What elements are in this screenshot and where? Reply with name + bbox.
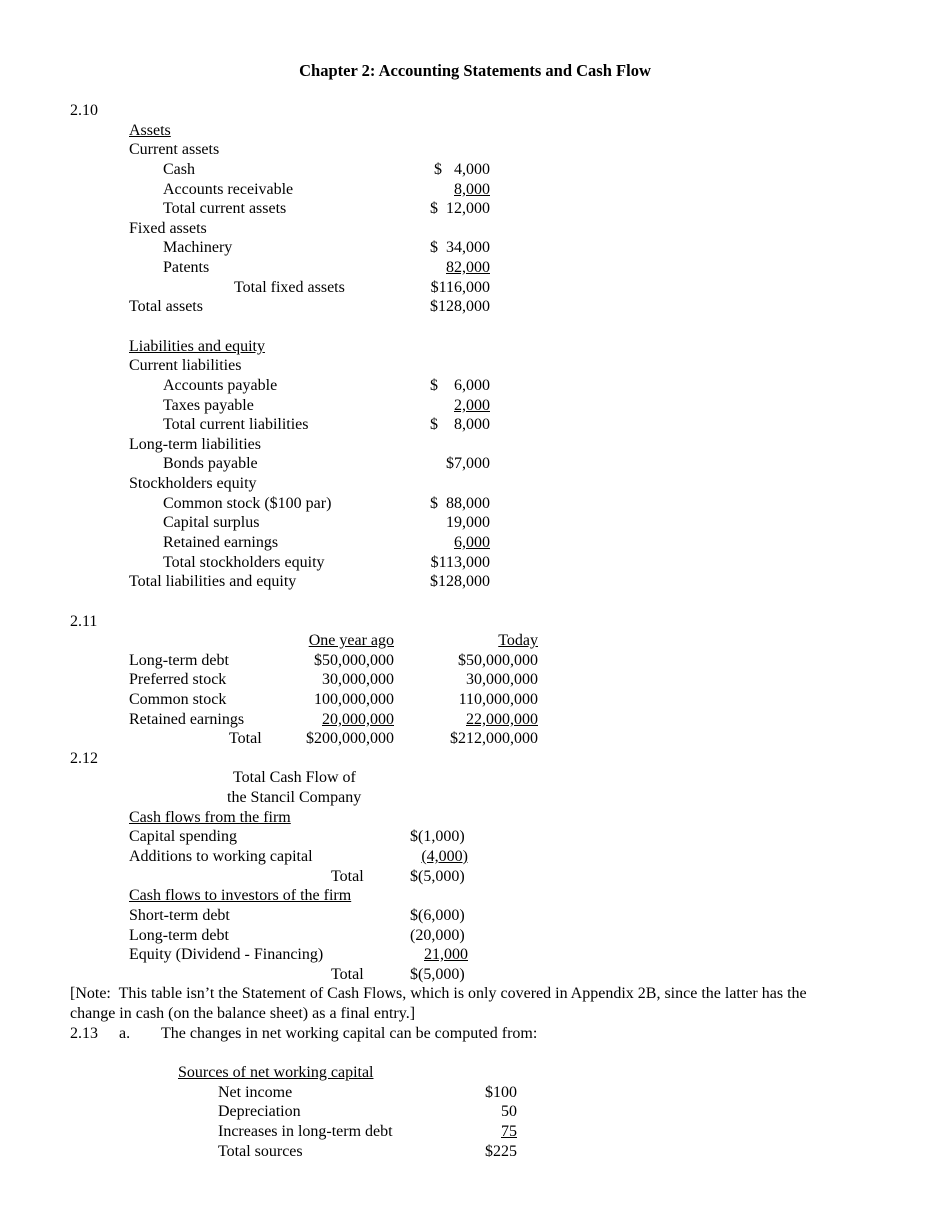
total-fixed-label: Total fixed assets [234, 279, 345, 296]
total-assets-label: Total assets [129, 298, 203, 315]
row-value: $50,000,000 [314, 652, 394, 669]
row-value: $ 4,000 [434, 161, 490, 178]
problem-number: 2.13 [70, 1025, 98, 1042]
row-value: 30,000,000 [466, 671, 538, 688]
row-label: Capital surplus [163, 514, 260, 531]
row-value: $ 88,000 [430, 495, 490, 512]
row-value: 8,000 [454, 181, 490, 198]
row-value: $7,000 [446, 455, 490, 472]
row-label: Capital spending [129, 828, 237, 845]
assets-heading: Assets [129, 122, 171, 139]
row-value: (20,000) [410, 927, 465, 944]
row-value: 82,000 [446, 259, 490, 276]
problem-number: 2.10 [70, 102, 98, 119]
liabilities-heading: Liabilities and equity [129, 338, 265, 355]
row-value: 2,000 [454, 397, 490, 414]
row-label: Long-term debt [129, 652, 229, 669]
row-value: 6,000 [454, 534, 490, 551]
total-liabilities-label: Total liabilities and equity [129, 573, 297, 590]
intro-text: The changes in net working capital can be computed from: [161, 1025, 538, 1042]
total-fixed-value: $116,000 [430, 279, 490, 296]
total-value: $(5,000) [410, 868, 465, 885]
column-header: Today [498, 632, 538, 649]
row-label: Increases in long-term debt [218, 1123, 393, 1140]
row-label: Machinery [163, 239, 233, 256]
column-header: One year ago [308, 632, 394, 649]
row-value: $ 8,000 [430, 416, 490, 433]
row-value: (4,000) [421, 848, 468, 865]
row-value: 22,000,000 [466, 711, 538, 728]
row-label: Taxes payable [163, 397, 254, 414]
row-value: $225 [485, 1143, 517, 1160]
table-heading: Total Cash Flow of [233, 769, 356, 786]
long-term-liabilities-label: Long-term liabilities [129, 436, 261, 453]
row-label: Total current assets [163, 200, 287, 217]
row-label: Accounts receivable [163, 181, 294, 198]
row-value: $(1,000) [410, 828, 465, 845]
total-assets-value: $128,000 [430, 298, 490, 315]
row-label: Bonds payable [163, 455, 258, 472]
sources-heading: Sources of net working capital [178, 1064, 374, 1081]
row-value: 19,000 [446, 514, 490, 531]
total-liabilities-value: $128,000 [430, 573, 490, 590]
row-value: $ 34,000 [430, 239, 490, 256]
note-text: [Note: This table isn’t the Statement of Cash Flows, which is only covered in Appendix 2B, since the latter has the [70, 985, 807, 1002]
page-title: Chapter 2: Accounting Statements and Cash Flow [299, 61, 651, 80]
row-value: 30,000,000 [322, 671, 394, 688]
row-label: Short-term debt [129, 907, 230, 924]
total-value: $200,000,000 [306, 730, 394, 747]
from-firm-heading: Cash flows from the firm [129, 809, 291, 826]
stockholders-equity-label: Stockholders equity [129, 475, 257, 492]
row-value: $50,000,000 [458, 652, 538, 669]
total-value: $(5,000) [410, 966, 465, 983]
row-label: Cash [163, 161, 195, 178]
row-label: Additions to working capital [129, 848, 313, 865]
total-label: Total [229, 730, 262, 747]
row-value: $113,000 [430, 554, 490, 571]
row-label: Total stockholders equity [163, 554, 325, 571]
row-value: $(6,000) [410, 907, 465, 924]
row-label: Common stock ($100 par) [163, 495, 332, 512]
row-label: Net income [218, 1084, 293, 1101]
row-label: Total current liabilities [163, 416, 309, 433]
row-label: Retained earnings [129, 711, 245, 728]
problem-number: 2.11 [70, 613, 98, 630]
row-label: Accounts payable [163, 377, 278, 394]
row-value: $100 [485, 1084, 517, 1101]
row-label: Patents [163, 259, 210, 276]
row-value: 110,000,000 [458, 691, 538, 708]
current-liabilities-label: Current liabilities [129, 357, 242, 374]
to-investors-heading: Cash flows to investors of the firm [129, 887, 352, 904]
row-value: 100,000,000 [314, 691, 394, 708]
table-heading: the Stancil Company [227, 789, 362, 806]
row-value: $ 6,000 [430, 377, 490, 394]
fixed-assets-label: Fixed assets [129, 220, 207, 237]
row-label: Long-term debt [129, 927, 229, 944]
row-label: Common stock [129, 691, 227, 708]
total-value: $212,000,000 [450, 730, 538, 747]
row-label: Total sources [218, 1143, 303, 1160]
part-label: a. [119, 1025, 131, 1042]
note-text: change in cash (on the balance sheet) as a final entry.] [70, 1005, 416, 1022]
row-label: Retained earnings [163, 534, 279, 551]
row-value: 20,000,000 [322, 711, 394, 728]
row-label: Depreciation [218, 1103, 301, 1120]
problem-number: 2.12 [70, 750, 98, 767]
row-label: Equity (Dividend - Financing) [129, 946, 324, 963]
row-value: $ 12,000 [430, 200, 490, 217]
row-value: 75 [501, 1123, 517, 1140]
total-label: Total [331, 868, 364, 885]
row-value: 21,000 [424, 946, 468, 963]
row-value: 50 [501, 1103, 517, 1120]
current-assets-label: Current assets [129, 141, 220, 158]
row-label: Preferred stock [129, 671, 227, 688]
total-label: Total [331, 966, 364, 983]
